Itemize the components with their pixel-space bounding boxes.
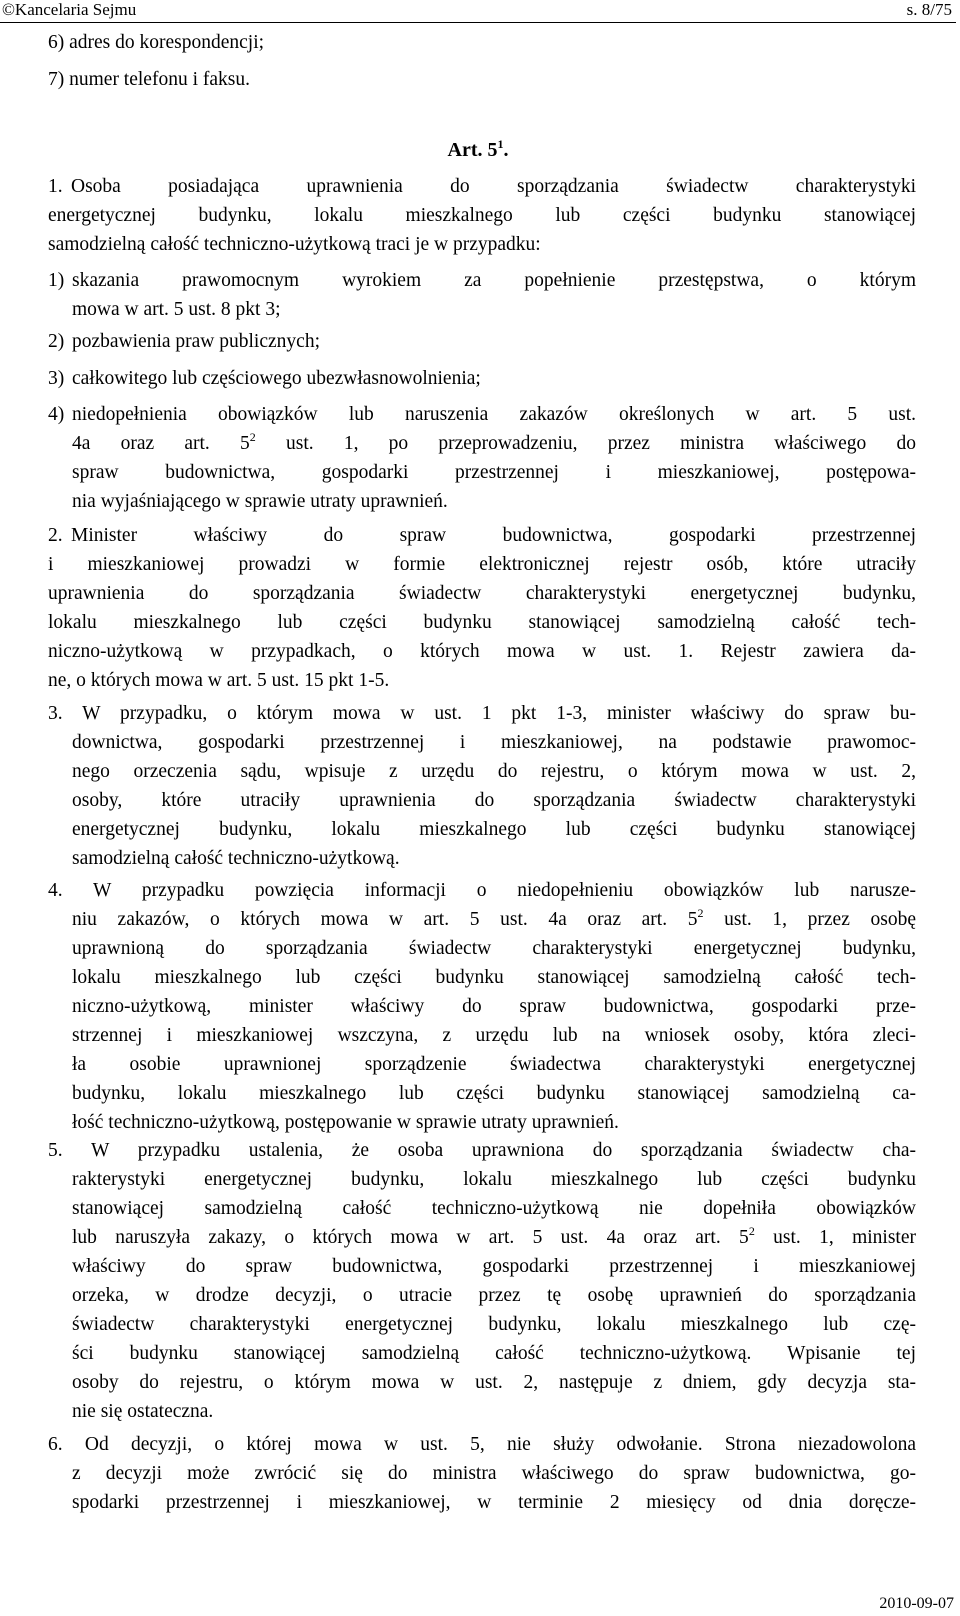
paragraph-2: 2. Minister właściwy do spraw budownictwa, gospodarki przestrzennej i mieszkaniowej prowadzi w formie elektronicznej rejestr osób, które utraciły uprawnienia do sporządzania świadectw charakterystyki energetycznej budynku, lokalu mieszkalnego lub części budynku stanowiącej samodzielną całość tech- niczno-użytkową w przypadkach, o których mowa w ust. 1. Rejestr zawiera da- ne, o których mowa w art. 5 ust. 15 pkt 1-5.: [48, 521, 916, 695]
list-item: 3) całkowitego lub częściowego ubezwłasnowolnienia;: [48, 368, 481, 389]
header-copyright: ©Kancelaria Sejmu: [2, 0, 137, 19]
footer-date: 2010-09-07: [879, 1595, 954, 1612]
paragraph-6: 6. Od decyzji, o której mowa w ust. 5, nie służy odwołanie. Strona niezadowolona z decyzji może zwrócić się do ministra właściwego do spraw budownictwa, go- spodarki przestrzennej i mieszkaniowej, w terminie 2 miesięcy od dnia doręcze-: [48, 1434, 917, 1513]
paragraph-number: 6.: [48, 1434, 63, 1455]
paragraph-1: 1. Osoba posiadająca uprawnienia do sporządzania świadectw charakterystyki energetycznej budynku, lokalu mieszkalnego lub części budynku stanowiącej samodzielną całość techniczno-użytkową traci je w przypadku:: [48, 172, 916, 259]
list-item-address: 6) adres do korespondencji;: [48, 32, 265, 53]
paragraph-number: 3.: [48, 703, 63, 724]
paragraph-number: 5.: [48, 1140, 63, 1161]
list-item: 4) niedopełnienia obowiązków lub naruszenia zakazów określonych w art. 5 ust. 4a oraz art. $5^2$ ust. 1, po przeprowadzeniu, przez ministra właściwego do spraw budownictwa, gospodarki przestrzennej i mieszkaniowej, postępowa- nia wyjaśniającego w sprawie utraty uprawnień.: [48, 404, 916, 512]
paragraph-3: 3. W przypadku, o którym mowa w ust. 1 pkt 1-3, minister właściwy do spraw bu- downictwa, gospodarki przestrzennej i mieszkaniowej, na podstawie prawomoc- nego orzeczenia sądu, wpisuje z urzędu do rejestru, o którym mowa w ust. 2, osoby, które utraciły uprawnienia do sporządzania świadectw charakterystyki energetycznej budynku, lokalu mieszkalnego lub części budynku stanowiącej samodzielną całość techniczno-użytkową.: [48, 703, 916, 869]
list-item: 1) skazania prawomocnym wyrokiem za popełnienie przestępstwa, o którym mowa w art. 5 ust. 8 pkt 3;: [48, 270, 916, 320]
header-page-number: s. 8/75: [906, 0, 952, 19]
list-item-phone: 7) numer telefonu i faksu.: [48, 69, 250, 90]
article-heading: Art. $5^1$.: [447, 137, 509, 161]
page-header: [0, 0, 956, 23]
paragraph-5: 5. W przypadku ustalenia, że osoba uprawniona do sporządzania świadectw cha- rakterystyki energetycznej budynku, lokalu mieszkalnego lub części budynku stanowiącej samodzielną całość techniczno-użytkową nie dopełniła obowiązków lub naruszyła zakazy, o których mowa w art. 5 ust. 4a oraz art. $5^2$ ust. 1, minister właściwy do spraw budownictwa, gospodarki przestrzennej i mieszkaniowej orzeka, w drodze decyzji, o utracie przez tę osobę uprawnień do sporządzania świadectw charakterystyki energetycznej budynku, lokalu mieszkalnego lub czę- ści budynku stanowiącej samodzielną całość techniczno-użytkową. Wpisanie tej osoby do rejestru, o którym mowa w ust. 2, następuje z dniem, gdy decyzja sta- nie się ostateczna.: [48, 1140, 916, 1422]
list-item: 2) pozbawienia praw publicznych;: [48, 331, 320, 352]
paragraph-4: 4. W przypadku powzięcia informacji o niedopełnieniu obowiązków lub narusze- niu zakazów, o których mowa w art. 5 ust. 4a oraz art. $5^2$ ust. 1, przez osobę uprawnioną do sporządzania świadectw charakterystyki energetycznej budynku, lokalu mieszkalnego lub części budynku stanowiącej samodzielną całość tech- niczno-użytkową, minister właściwy do spraw budownictwa, gospodarki prze- strzennej i mieszkaniowej wszczyna, z urzędu lub na wniosek osoby, która zleci- ła osobie uprawnionej sporządzenie świadectwa charakterystyki energetycznej budynku, lokalu mieszkalnego lub części budynku stanowiącej samodzielną ca- łość techniczno-użytkową, postępowanie w sprawie utraty uprawnień.: [48, 880, 916, 1133]
paragraph-number: 1.: [48, 176, 63, 197]
paragraph-number: 4.: [48, 880, 63, 901]
paragraph-number: 2.: [48, 525, 63, 546]
